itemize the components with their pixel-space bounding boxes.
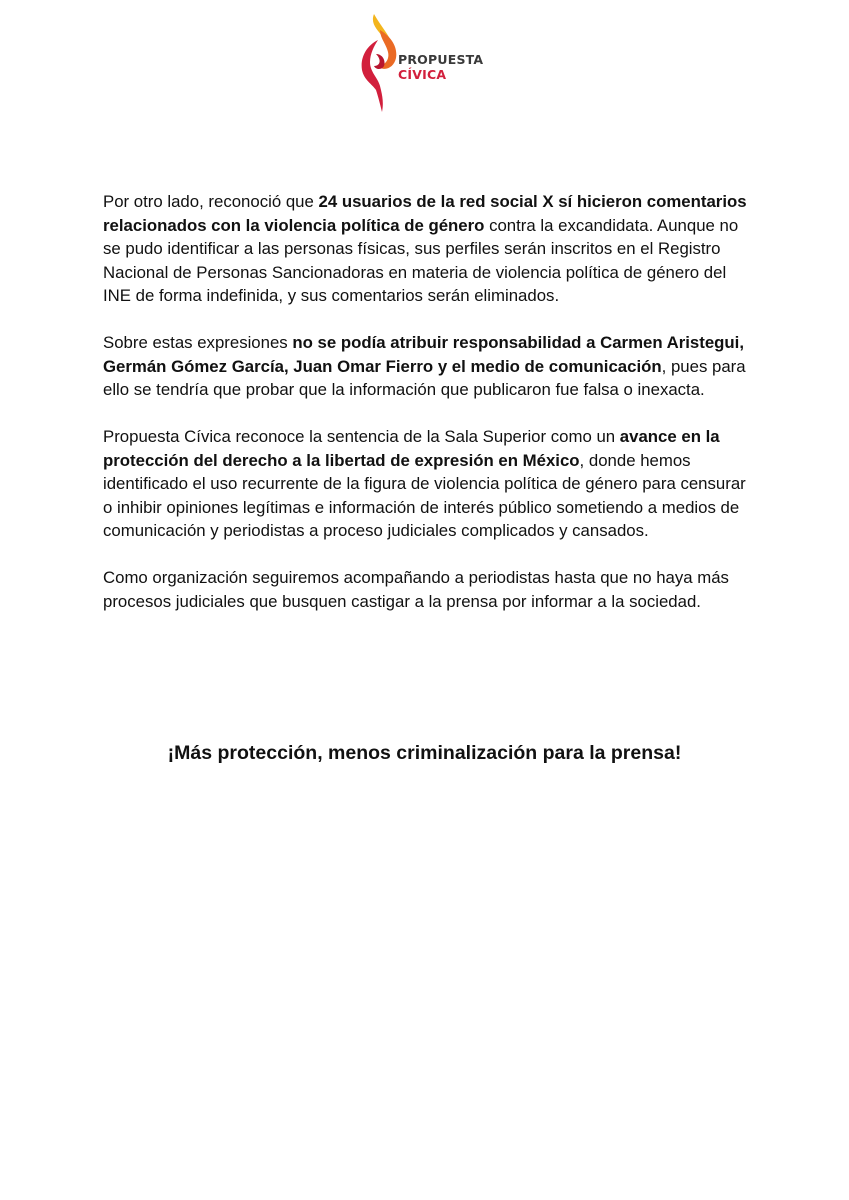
text-segment: contra la excandidata. Aunque no se pudo identificar a las personas físicas, sus perfiles serán inscritos en el Registro Nacional de Personas Sancionadoras en materia de violencia política de género del INE de forma indefinida, y sus comentarios serán eliminados. — [103, 215, 739, 305]
document-body — [103, 190, 753, 637]
brand-name — [398, 52, 483, 82]
paragraph — [103, 425, 753, 543]
text-segment: , donde hemos identificado el uso recurrente de la figura de violencia política de género para censurar o inhibir opiniones legítimas e información de interés público sometiendo a medios de comunicación y periodistas a proceso judiciales complicados y cansados. — [103, 450, 746, 540]
text-segment: , pues para ello se tendría que probar que la información que publicaron fue falsa o inexacta. — [103, 356, 746, 399]
bold-text: avance en la protección del derecho a la libertad de expresión en México — [103, 427, 720, 470]
text-segment: Propuesta Cívica reconoce la sentencia de la Sala Superior como un — [103, 427, 620, 446]
brand-logo — [360, 14, 510, 114]
text-segment: Como organización seguiremos acompañando a periodistas hasta que no haya más procesos judiciales que busquen castigar a la prensa por informar a la sociedad. — [103, 568, 729, 611]
paragraph — [103, 566, 753, 613]
closing-statement: ¡Más protección, menos criminalización para la prensa! — [167, 742, 682, 764]
brand-name-line1: PROPUESTA — [398, 52, 484, 67]
paragraph — [103, 190, 753, 308]
paragraph — [103, 331, 753, 402]
text-segment: Por otro lado, reconoció que — [103, 192, 319, 211]
bold-text: no se podía atribuir responsabilidad a Carmen Aristegui, Germán Gómez García, Juan Omar Fierro y el medio de comunicación — [103, 333, 745, 376]
brand-name-line2: CÍVICA — [398, 67, 447, 82]
flame-icon — [360, 14, 400, 112]
bold-text: 24 usuarios de la red social X sí hicieron comentarios relacionados con la violencia política de género — [103, 192, 747, 235]
text-segment: Sobre estas expresiones — [103, 333, 293, 352]
